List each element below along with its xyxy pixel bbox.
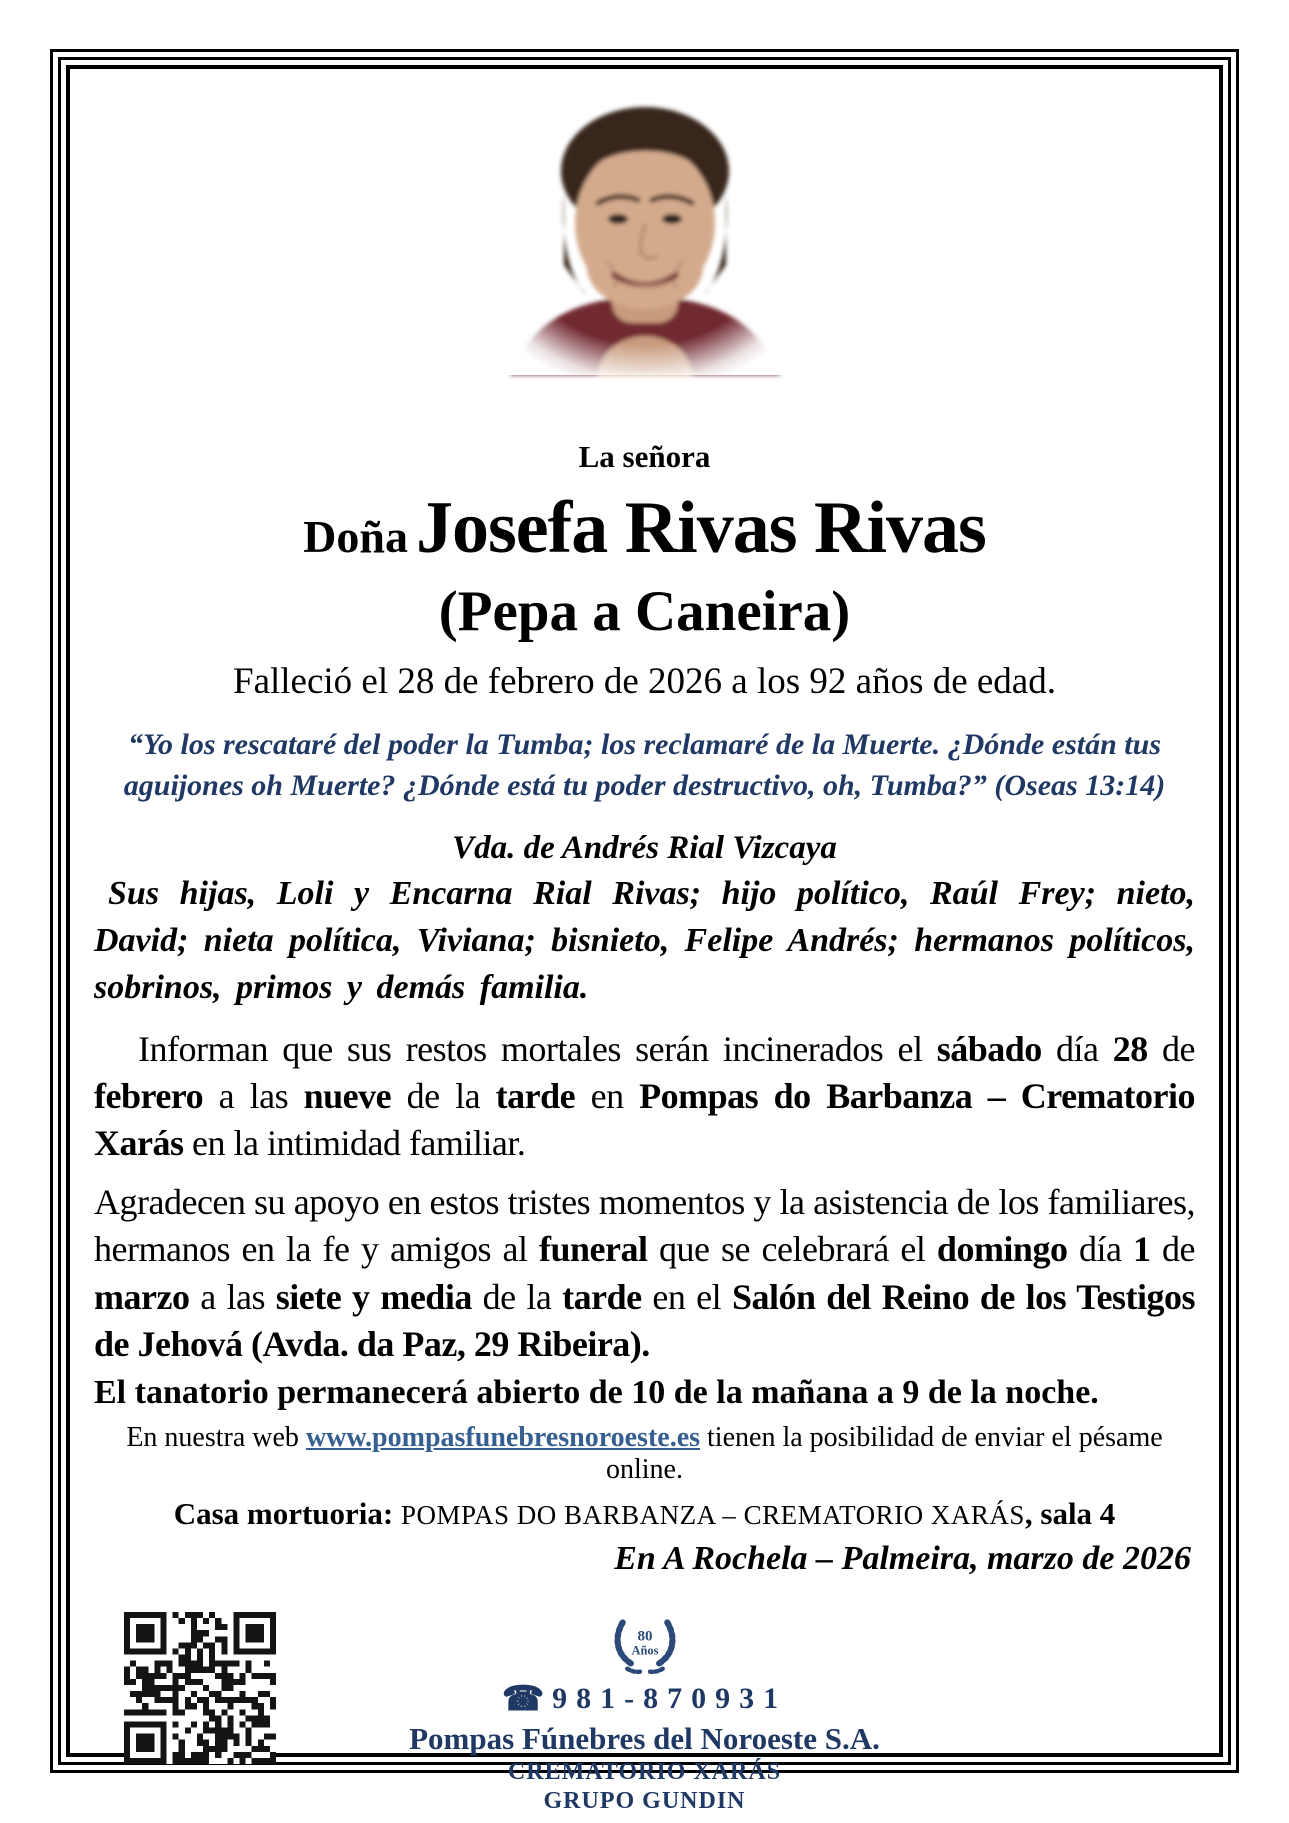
casa-sala: , sala 4 [1024, 1495, 1116, 1531]
widow-line: Vda. de Andrés Rial Vizcaya [452, 830, 837, 866]
nickname: (Pepa a Caneira) [438, 580, 851, 643]
casa-label: Casa mortuoria: [173, 1495, 401, 1531]
anniversary-number: 80 [636, 1628, 653, 1645]
frame-middle [58, 57, 1231, 1814]
web-suffix: tienen la posibilidad de enviar el pésame online. [606, 1421, 1163, 1485]
crematorio-label: CREMATORIO XARÁS [507, 1758, 782, 1785]
esquela-content [70, 69, 1219, 1814]
deceased-name [94, 487, 1195, 569]
frame-inner [66, 65, 1223, 1814]
web-prefix: En nuestra web [126, 1421, 306, 1453]
grupo-label: GRUPO GUNDIN [543, 1787, 746, 1814]
announcement-paragraph-1: Informan que sus restos mortales serán incinerados el sábado día 28 de febrero a las nueve de la tarde en Pompas do Barbanza – Crematorio Xarás en la intimidad familiar. [94, 1028, 1196, 1164]
website-link[interactable]: www.pompasfunebresnoroeste.es [305, 1421, 701, 1453]
place-date-line: En A Rochela – Palmeira, marzo de 2026 [614, 1539, 1191, 1577]
phone-line [94, 1679, 1195, 1719]
death-line: Falleció el 28 de febrero de 2026 a los 92 años de edad. [233, 661, 1056, 702]
company-name: Pompas Fúnebres del Noroeste S.A. [409, 1720, 880, 1756]
funeral-home-brand [94, 1612, 1195, 1815]
frame-outer [50, 49, 1239, 1814]
tanatorio-hours: El tanatorio permanecerá abierto de 10 de la mañana a 9 de la noche. [94, 1373, 1099, 1411]
honorific: Doña [303, 511, 408, 562]
phone-number: 981-870931 [552, 1681, 788, 1715]
scripture-quote: “Yo los rescataré del poder la Tumba; los reclamaré de la Muerte. ¿Dónde están tus aguijones oh Muerte? ¿Dónde está tu poder destructivo, oh, Tumba?” (Oseas 13:14) [123, 728, 1166, 802]
full-name: Josefa Rivas Rivas [415, 487, 986, 569]
casa-mortuoria-line [94, 1496, 1195, 1532]
portrait-photo [480, 75, 810, 375]
80-years-laurel-logo [599, 1612, 691, 1674]
relatives-paragraph: Sus hijas, Loli y Encarna Rial Rivas; hijo político, Raúl Frey; nieto, David; nieta política, Viviana; bisnieto, Felipe Andrés; hermanos políticos, sobrinos, primos y demás familia. [94, 875, 1195, 1006]
announcement-paragraph-2: Agradecen su apoyo en estos tristes momentos y la asistencia de los familiares, hermanos en la fe y amigos al funeral que se celebrará el domingo día 1 de marzo a las siete y media de la tarde en el Salón del Reino de los Testigos de Jehová (Avda. da Paz, 29 Ribeira). [94, 1182, 1195, 1364]
footer [94, 1612, 1195, 1814]
phone-icon: ☎ [501, 1680, 545, 1718]
title-prefix: La señora [578, 439, 711, 474]
anniversary-word: Años [631, 1643, 658, 1658]
casa-value: POMPAS DO BARBANZA – CREMATORIO XARÁS [400, 1499, 1025, 1530]
web-condolences-line [94, 1422, 1195, 1486]
